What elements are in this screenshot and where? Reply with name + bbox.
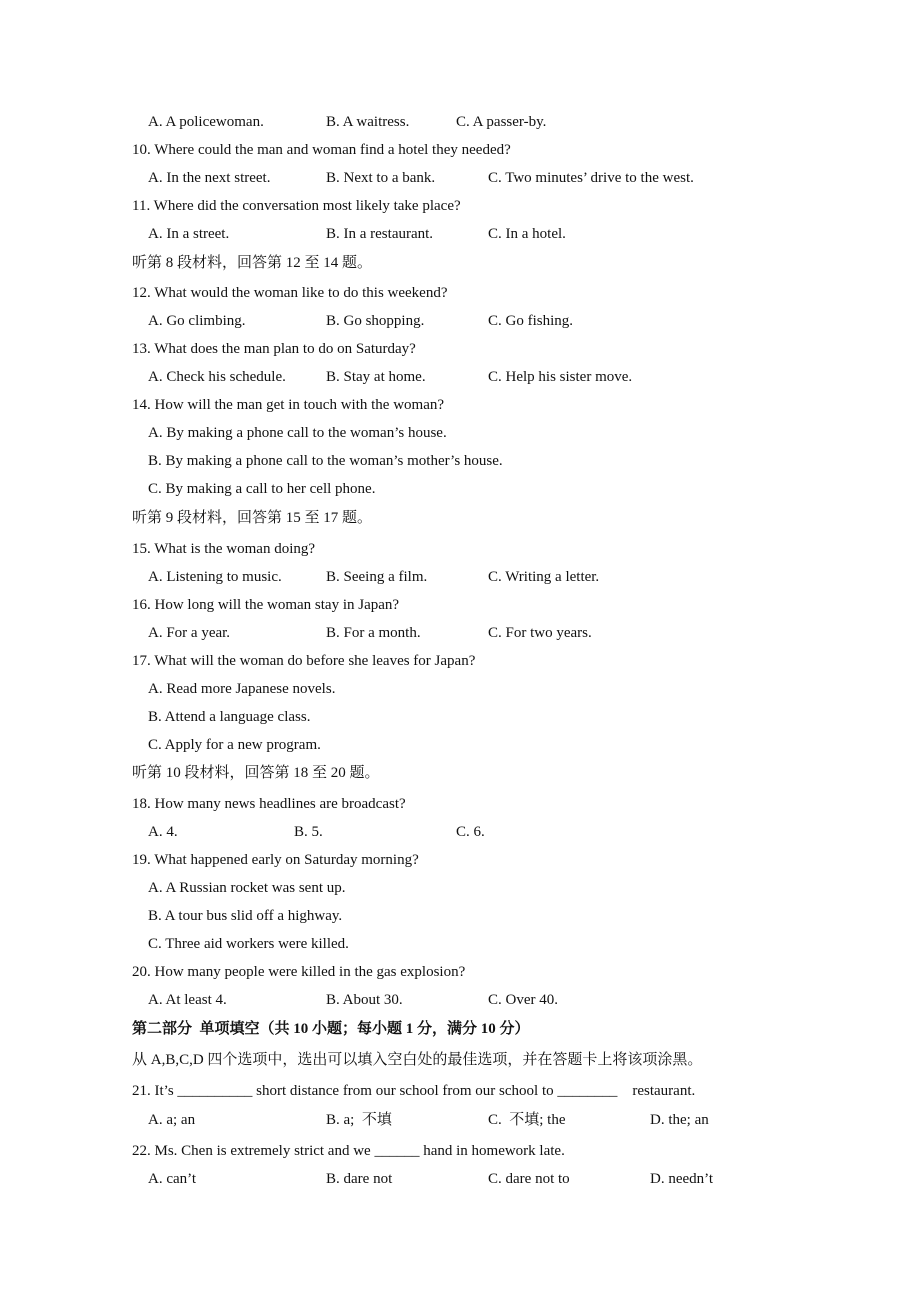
answer-option: A. Go climbing. xyxy=(148,313,246,329)
answer-option: A. By making a phone call to the woman’s house. xyxy=(148,425,447,441)
answer-option: A. A policewoman. xyxy=(148,114,264,130)
answer-option: B. Go shopping. xyxy=(326,313,425,329)
answer-option: B. By making a phone call to the woman’s mother’s house. xyxy=(148,453,503,469)
question-text: 18. How many news headlines are broadcast? xyxy=(132,796,406,812)
answer-option: B. About 30. xyxy=(326,992,403,1008)
answer-option: B. A waitress. xyxy=(326,114,410,130)
answer-option: C. 不填; the xyxy=(488,1112,566,1128)
question-text: 11. Where did the conversation most likely take place? xyxy=(132,198,461,214)
answer-option: C. Two minutes’ drive to the west. xyxy=(488,170,694,186)
answer-option: A. a; an xyxy=(148,1112,196,1128)
answer-option: C. In a hotel. xyxy=(488,226,566,242)
question-text: 14. How will the man get in touch with the woman? xyxy=(132,397,445,413)
section-instruction: 听第 10 段材料，回答第 18 至 20 题。 xyxy=(132,765,380,781)
answer-option: A. In the next street. xyxy=(148,170,271,186)
question-text: 15. What is the woman doing? xyxy=(132,541,316,557)
answer-option: B. For a month. xyxy=(326,625,421,641)
question-text: 13. What does the man plan to do on Saturday? xyxy=(132,341,416,357)
section-instruction: 听第 8 段材料，回答第 12 至 14 题。 xyxy=(132,255,373,271)
answer-option: C. Go fishing. xyxy=(488,313,574,329)
answer-option: C. Writing a letter. xyxy=(488,569,600,585)
answer-option: B. Stay at home. xyxy=(326,369,426,385)
part-heading: 第二部分 单项填空（共 10 小题；每小题 1 分，满分 10 分） xyxy=(132,1021,530,1037)
answer-option: A. Read more Japanese novels. xyxy=(148,681,336,697)
answer-option: D. needn’t xyxy=(650,1171,714,1187)
answer-option: B. A tour bus slid off a highway. xyxy=(148,908,343,924)
answer-option: C. 6. xyxy=(456,824,485,840)
answer-option: B. 5. xyxy=(294,824,323,840)
answer-option: A. In a street. xyxy=(148,226,230,242)
answer-option: A. A Russian rocket was sent up. xyxy=(148,880,346,896)
answer-option: B. Attend a language class. xyxy=(148,709,311,725)
answer-option: C. dare not to xyxy=(488,1171,570,1187)
question-text: 21. It’s __________ short distance from our school from our school to ________ restaurant. xyxy=(132,1083,696,1099)
answer-option: C. For two years. xyxy=(488,625,592,641)
answer-option: D. the; an xyxy=(650,1112,709,1128)
answer-option: B. Seeing a film. xyxy=(326,569,428,585)
answer-option: B. Next to a bank. xyxy=(326,170,436,186)
answer-option: A. can’t xyxy=(148,1171,197,1187)
question-text: 12. What would the woman like to do this weekend? xyxy=(132,285,448,301)
answer-option: C. A passer-by. xyxy=(456,114,547,130)
answer-option: A. Listening to music. xyxy=(148,569,282,585)
answer-option: C. Apply for a new program. xyxy=(148,737,321,753)
question-text: 20. How many people were killed in the gas explosion? xyxy=(132,964,466,980)
question-text: 19. What happened early on Saturday morning? xyxy=(132,852,419,868)
answer-option: C. Over 40. xyxy=(488,992,558,1008)
question-text: 22. Ms. Chen is extremely strict and we ______ hand in homework late. xyxy=(132,1143,565,1159)
answer-option: C. Help his sister move. xyxy=(488,369,633,385)
question-text: 17. What will the woman do before she leaves for Japan? xyxy=(132,653,476,669)
answer-option: B. In a restaurant. xyxy=(326,226,434,242)
answer-option: C. Three aid workers were killed. xyxy=(148,936,349,952)
answer-option: A. 4. xyxy=(148,824,178,840)
answer-option: A. At least 4. xyxy=(148,992,227,1008)
answer-option: A. Check his schedule. xyxy=(148,369,286,385)
answer-option: B. a; 不填 xyxy=(326,1112,392,1128)
answer-option: A. For a year. xyxy=(148,625,231,641)
section-instruction: 听第 9 段材料，回答第 15 至 17 题。 xyxy=(132,510,373,526)
question-text: 10. Where could the man and woman find a hotel they needed? xyxy=(132,142,511,158)
answer-option: B. dare not xyxy=(326,1171,393,1187)
answer-option: C. By making a call to her cell phone. xyxy=(148,481,376,497)
section-instruction: 从 A,B,C,D 四个选项中，选出可以填入空白处的最佳选项，并在答题卡上将该项涂黑。 xyxy=(132,1052,703,1068)
question-text: 16. How long will the woman stay in Japan? xyxy=(132,597,400,613)
